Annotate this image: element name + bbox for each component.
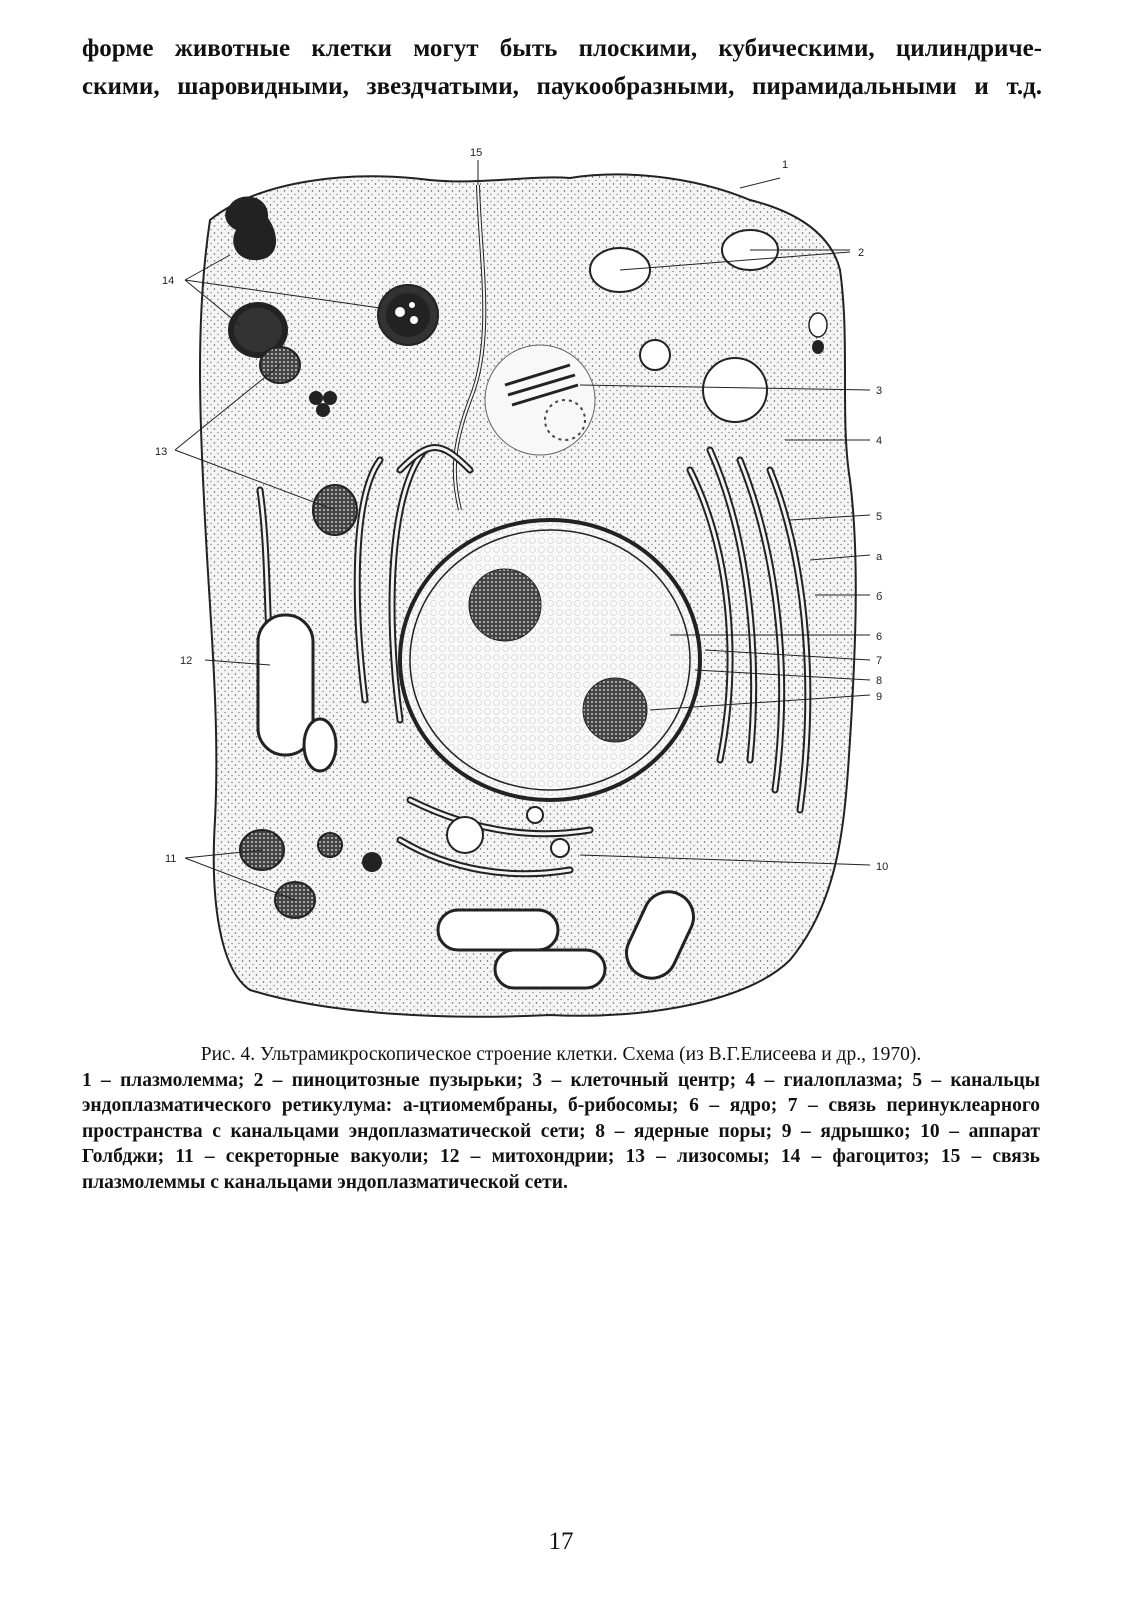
label-1: 1 — [782, 159, 789, 171]
label-b: б — [876, 591, 883, 603]
cell-diagram — [150, 140, 910, 1040]
caption-body: 1 – плазмолемма; 2 – пиноцитозные пузырьки; 3 – клеточный центр; 4 – гиалоплазма; 5 – канальцы эндоплазматического ретикулума: а-цтиомембраны, б-рибосомы; 6 – ядро; 7 – связь перинуклеарного пространства с канальцами эндоплазматической сети; 8 – ядерные поры; 9 – ядрышко; 10 – аппарат Голбджи; 11 – секреторные вакуоли; 12 – митохондрии; 13 – лизосомы; 14 – фагоцитоз; 15 – связь плазмолеммы с канальцами эндоплазматической сети. — [82, 1069, 1040, 1193]
body-text — [82, 30, 1042, 106]
label-15: 15 — [470, 147, 483, 159]
body-text-line-1: форме животные клетки могут быть плоскими, кубическими, цилиндриче- — [82, 35, 1042, 62]
label-3: 3 — [876, 385, 883, 397]
label-7: 7 — [876, 655, 883, 667]
figure-caption — [82, 1042, 1040, 1195]
label-12: 12 — [180, 655, 193, 667]
label-10: 10 — [876, 861, 889, 873]
label-5: 5 — [876, 511, 883, 523]
cell-center — [485, 345, 595, 455]
label-4: 4 — [876, 435, 883, 447]
label-14: 14 — [162, 275, 175, 287]
label-2: 2 — [858, 247, 865, 259]
caption-title: Рис. 4. Ультрамикроскопическое строение клетки. Схема (из В.Г.Елисеева и др., 1970). — [200, 1044, 922, 1065]
body-text-line-2: скими, шаровидными, звездчатыми, паукообразными, пирамидальными и т.д. — [82, 73, 1042, 100]
label-6: 6 — [876, 631, 883, 643]
label-a: а — [876, 551, 883, 563]
label-11: 11 — [165, 853, 177, 865]
label-8: 8 — [876, 675, 883, 687]
label-9: 9 — [876, 691, 883, 703]
label-13: 13 — [155, 446, 168, 458]
nucleus — [400, 520, 700, 800]
page-number: 17 — [548, 1528, 574, 1555]
